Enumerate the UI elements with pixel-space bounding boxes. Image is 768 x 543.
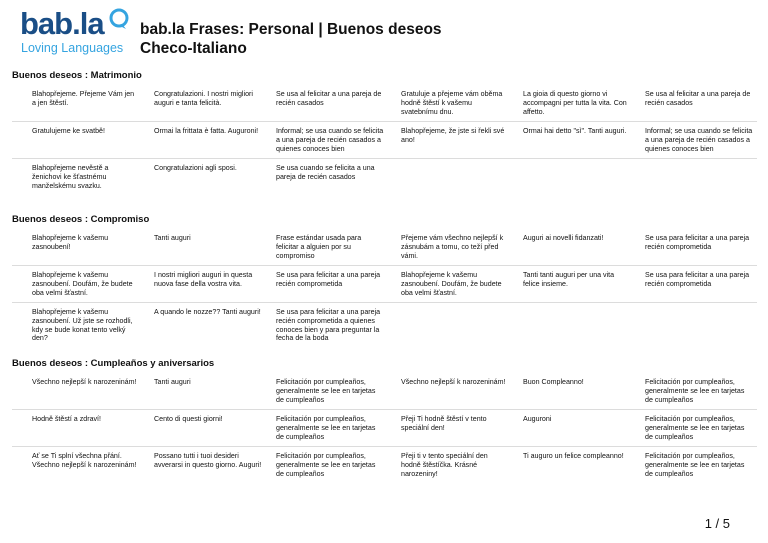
table-cell: Tanti tanti auguri per una vita felice insieme. (523, 271, 615, 288)
table-row (28, 164, 768, 204)
table-cell: Přejeme vám všechno nejlepší k zásnubám a tomu, co teží před vámi. (401, 234, 504, 260)
table-cell: Frase estándar usada para felicitar a alguien por su compromiso (276, 234, 362, 260)
table-cell: Blahopřejeme, že jste si řekli své ano! (401, 127, 505, 144)
table-row (28, 234, 768, 274)
row-divider (12, 446, 757, 447)
table-cell: Auguri ai novelli fidanzati! (523, 234, 604, 242)
table-cell: Tanti auguri (154, 234, 191, 242)
table-cell: Cento di questi giorni! (154, 415, 223, 423)
table-cell: Se usa para felicitar a una pareja recién comprometida (645, 234, 750, 251)
table-cell: Přeji Ti hodně štěstí v tento speciální den! (401, 415, 487, 432)
speech-bubble-icon (108, 8, 130, 30)
row-divider (12, 265, 757, 266)
table-row (28, 308, 768, 348)
title-line-2: Checo-Italiano (140, 40, 247, 57)
table-cell: Auguroni (523, 415, 552, 423)
row-divider (12, 409, 757, 410)
table-cell: Tanti auguri (154, 378, 191, 386)
babla-logo (20, 6, 130, 56)
table-row (28, 452, 768, 492)
table-row (28, 415, 768, 455)
table-cell: La gioia di questo giorno vi accompagni per tutta la vita. Con affetto. (523, 90, 627, 116)
table-cell: Blahopřejeme. Přejeme Vám jen a jen štěstí. (32, 90, 135, 107)
table-row (28, 90, 768, 130)
table-cell: Felicitación por cumpleaños, generalmente se lee en tarjetas de cumpleaños (276, 378, 376, 404)
table-cell: Se usa para felicitar a una pareja recién comprometida a quienes conoces bien y para preguntar la fecha de la boda (276, 308, 381, 343)
table-row (28, 271, 768, 311)
table-cell: Ormai hai detto "sì". Tanti auguri. (523, 127, 627, 135)
table-cell: Se usa al felicitar a una pareja de recién casados (645, 90, 751, 107)
section-title: Buenos deseos : Matrimonio (12, 70, 142, 81)
table-cell: Se usa para felicitar a una pareja recién comprometida (276, 271, 381, 288)
table-cell: Ať se Ti splní všechna přání. Všechno nejlepší k narozeninám! (32, 452, 137, 469)
table-cell: Všechno nejlepší k narozeninám! (32, 378, 137, 386)
table-cell: Informal; se usa cuando se felicita a una pareja de recién casados a quienes conoces bien (276, 127, 384, 153)
table-cell: Přeji ti v tento speciální den hodně štěstíčka. Krásné narozeniny! (401, 452, 488, 478)
table-cell: Gratulujeme ke svatbě! (32, 127, 105, 135)
page-header (0, 0, 768, 64)
page-number: 1 / 5 (704, 516, 730, 531)
table-cell: Congratulazioni. I nostri migliori auguri e tanta felicità. (154, 90, 253, 107)
table-cell: Se usa cuando se felicita a una pareja de recién casados (276, 164, 375, 181)
table-cell: A quando le nozze?? Tanti auguri! (154, 308, 261, 316)
section-title: Buenos deseos : Cumpleaños y aniversarios (12, 358, 215, 369)
row-divider (12, 302, 757, 303)
table-cell: Felicitación por cumpleaños, generalmente se lee en tarjetas de cumpleaños (645, 415, 745, 441)
table-cell: Felicitación por cumpleaños, generalmente se lee en tarjetas de cumpleaños (645, 452, 745, 478)
table-cell: Blahopřejeme k vašemu zasnoubení. Doufám, že budete oba velmi šťastní. (32, 271, 133, 297)
table-cell: Informal; se usa cuando se felicita a una pareja de recién casados a quienes conoces bien (645, 127, 753, 153)
table-row (28, 127, 768, 167)
page-title (140, 20, 442, 58)
logo-tagline: Loving Languages (21, 41, 124, 55)
table-cell: Hodně štěstí a zdraví! (32, 415, 102, 423)
table-cell: I nostri migliori auguri in questa nuova fase della vostra vita. (154, 271, 253, 288)
row-divider (12, 121, 757, 122)
table-cell: Blahopřejeme k vašemu zasnoubení! (32, 234, 109, 251)
table-cell: Blahopřejeme k vašemu zasnoubení. Doufám, že budete oba velmi šťastní. (401, 271, 502, 297)
table-cell: Possano tutti i tuoi desideri avverarsi in questo giorno. Auguri! (154, 452, 262, 469)
table-cell: Blahopřejeme k vašemu zasnoubení. Už jste se rozhodli, kdy se bude konat tento velký den? (32, 308, 133, 343)
section-title: Buenos deseos : Compromiso (12, 214, 150, 225)
logo-wordmark: bab.la (20, 6, 104, 41)
table-cell: Ormai la frittata è fatta. Auguroni! (154, 127, 259, 135)
table-cell: Gratuluje a přejeme vám oběma hodně štěstí k vašemu svatebnímu dnu. (401, 90, 503, 116)
table-cell: Felicitación por cumpleaños, generalmente se lee en tarjetas de cumpleaños (276, 452, 376, 478)
row-divider (12, 158, 757, 159)
table-cell: Všechno nejlepší k narozeninám! (401, 378, 506, 386)
table-cell: Se usa al felicitar a una pareja de recién casados (276, 90, 382, 107)
table-cell: Felicitación por cumpleaños, generalmente se lee en tarjetas de cumpleaños (276, 415, 376, 441)
table-cell: Ti auguro un felice compleanno! (523, 452, 624, 460)
table-cell: Felicitación por cumpleaños, generalmente se lee en tarjetas de cumpleaños (645, 378, 745, 404)
table-cell: Buon Compleanno! (523, 378, 584, 386)
table-cell: Se usa para felicitar a una pareja recién comprometida (645, 271, 750, 288)
table-cell: Congratulazioni agli sposi. (154, 164, 237, 172)
table-row (28, 378, 768, 418)
table-cell: Blahopřejeme nevěstě a ženichovi ke šťastnému manželskému svazku. (32, 164, 109, 190)
title-line-1: bab.la Frases: Personal | Buenos deseos (140, 21, 442, 38)
